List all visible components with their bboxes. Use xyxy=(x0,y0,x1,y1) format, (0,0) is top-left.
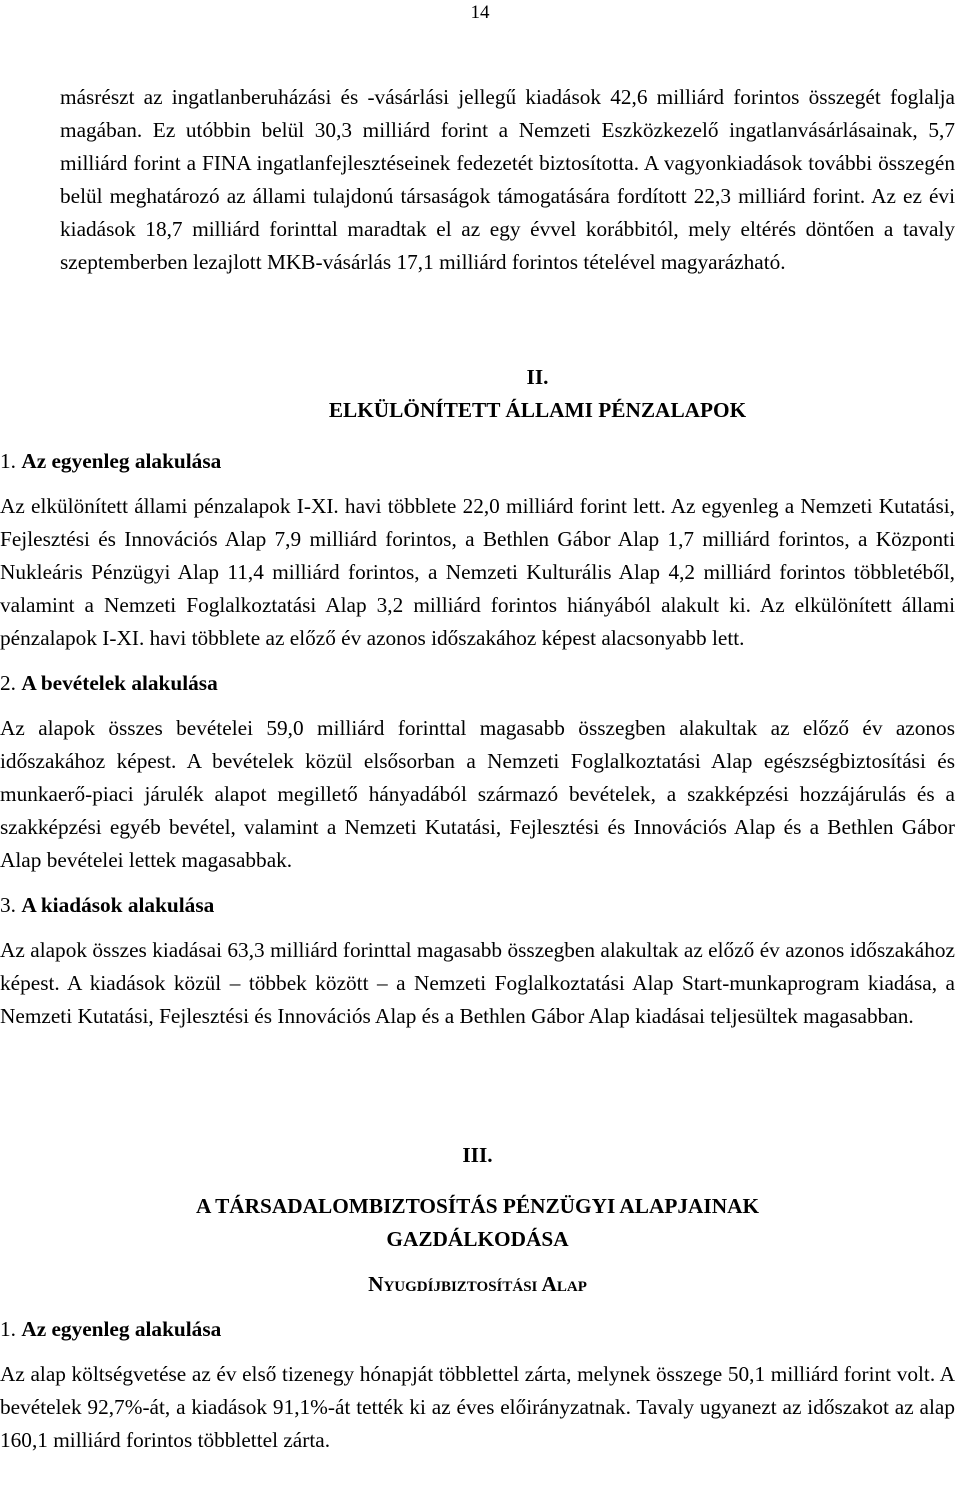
section-2-2-heading xyxy=(0,667,955,700)
page-number: 14 xyxy=(470,2,490,23)
section-3-title-line1: A TÁRSADALOMBIZTOSÍTÁS PÉNZÜGYI ALAPJAINAK xyxy=(195,1194,760,1218)
section-2-2-text: Az alapok összes bevételei 59,0 milliárd forinttal magasabb összegben alakultak az előző év azonos időszakához képest. A bevételek közül elsősorban a Nemzeti Foglalkoztatási Alap egészségbiztosítási és munkaerő-piaci járulék alapot megillető hányadából származó bevételek, a szakképzési hozzájárulás és a szakképzési egyéb bevétel, valamint a Nemzeti Kutatási, Fejlesztési és Innovációs Alap és a Bethlen Gábor Alap bevételei lettek magasabbak. xyxy=(0,716,955,872)
section-3 xyxy=(0,1139,955,1457)
section-2-3-num: 3. xyxy=(0,893,16,917)
section-3-1-text: Az alap költségvetése az év első tizenegy hónapját többlettel zárta, melynek összege 50,1 milliárd forint volt. A bevételek 92,7%-át, a kiadások 91,1%-át tették ki az éves előirányzatnak. Tavaly ugyanezt az időszakot az alap 160,1 milliárd forintos többlettel zárta. xyxy=(0,1362,955,1452)
section-3-subtitle: Nyugdíjbiztosítási Alap xyxy=(368,1272,587,1296)
section-2-3-heading xyxy=(0,889,955,922)
section-2-3-text: Az alapok összes kiadásai 63,3 milliárd forinttal magasabb összegben alakultak az előző év azonos időszakához képest. A kiadások közül – többek között – a Nemzeti Foglalkoztatási Alap Start-munkaprogram kiadása, a Nemzeti Kutatási, Fejlesztési és Innovációs Alap és a Bethlen Gábor Alap kiadásai teljesültek magasabban. xyxy=(0,938,955,1028)
section-3-1-heading xyxy=(0,1313,955,1346)
intro-block xyxy=(60,81,955,279)
section-2-1-title: Az egyenleg alakulása xyxy=(21,449,222,473)
section-3-1-title: Az egyenleg alakulása xyxy=(21,1317,222,1341)
section-2-body xyxy=(0,445,955,1033)
section-2-title: ELKÜLÖNÍTETT ÁLLAMI PÉNZALAPOK xyxy=(328,398,747,422)
section-2 xyxy=(60,361,955,427)
intro-paragraph: másrészt az ingatlanberuházási és -vásárlási jellegű kiadások 42,6 milliárd forintos összegét foglalja magában. Ez utóbbin belül 30,3 milliárd forint a Nemzeti Eszközkezelő ingatlanvásárlásainak, 5,7 milliárd forint a FINA ingatlanfejlesztéseinek fedezetét biztosította. A vagyonkiadások további összegén belül meghatározó az állami tulajdonú társaságok támogatására fordított 22,3 milliárd forint. Az ez évi kiadások 18,7 milliárd forinttal maradtak el az egy évvel korábbitól, mely eltérés döntően a tavaly szeptemberben lezajlott MKB-vásárlás 17,1 milliárd forintos tételével magyarázható. xyxy=(60,85,955,274)
section-2-1-heading xyxy=(0,445,955,478)
section-2-roman: II. xyxy=(526,365,549,389)
section-2-1-num: 1. xyxy=(0,449,16,473)
section-2-3-title: A kiadások alakulása xyxy=(21,893,215,917)
section-3-roman: III. xyxy=(462,1143,493,1167)
section-2-2-num: 2. xyxy=(0,671,16,695)
section-2-2-title: A bevételek alakulása xyxy=(21,671,218,695)
section-2-1-text: Az elkülönített állami pénzalapok I-XI. havi többlete 22,0 milliárd forint lett. Az egyenleg a Nemzeti Kutatási, Fejlesztési és Innovációs Alap 7,9 milliárd forintos, a Bethlen Gábor Alap 1,7 milliárd forintos, a Központi Nukleáris Pénzügyi Alap 11,4 milliárd forintos, a Nemzeti Kulturális Alap 4,2 milliárd forintos többletéből, valamint a Nemzeti Foglalkoztatási Alap 3,2 milliárd forintos hiányából alakult ki. Az elkülönített állami pénzalapok I-XI. havi többlete az előző év azonos időszakához képest alacsonyabb lett. xyxy=(0,494,955,650)
section-3-1-num: 1. xyxy=(0,1317,16,1341)
section-3-title-line2: GAZDÁLKODÁSA xyxy=(386,1227,569,1251)
